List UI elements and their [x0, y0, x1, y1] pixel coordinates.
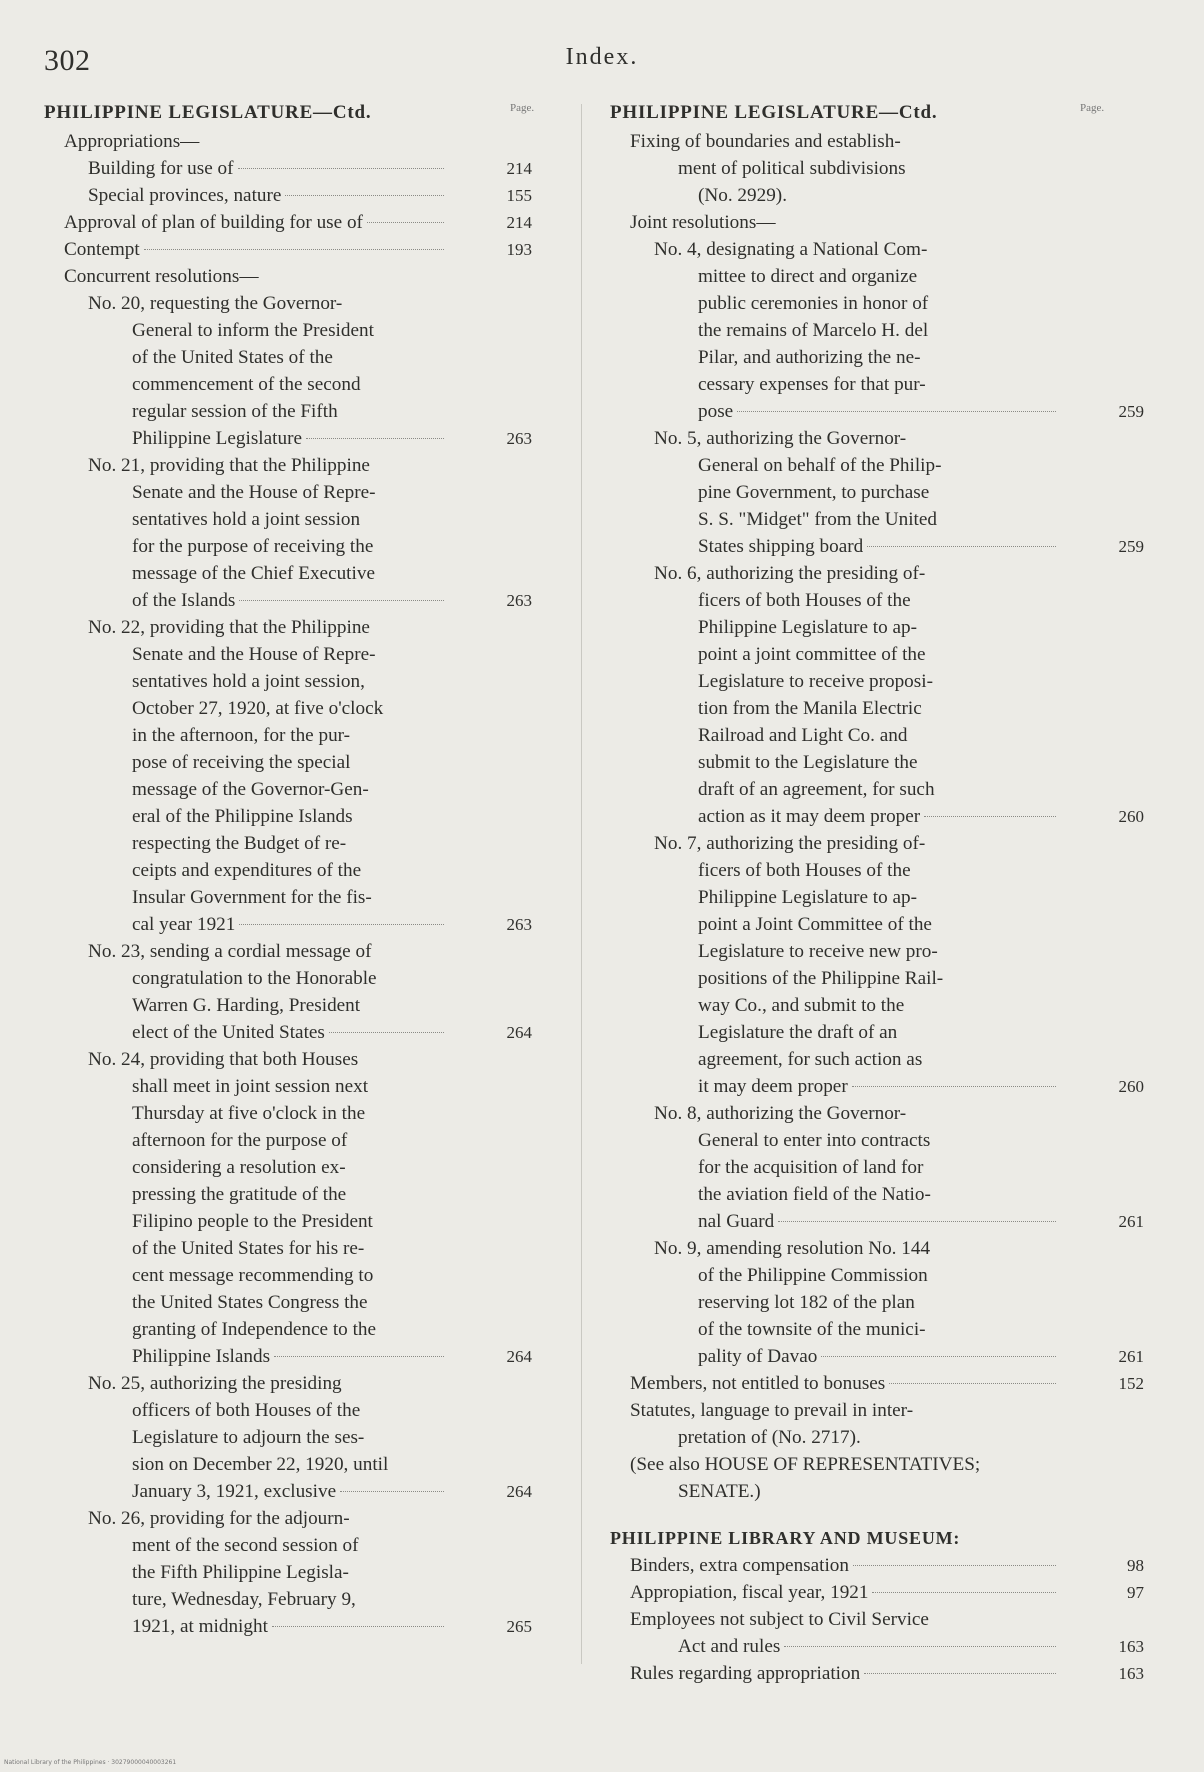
entry-text: considering a resolution ex-	[132, 1157, 346, 1178]
entry-text: in the afternoon, for the pur-	[132, 725, 351, 746]
index-entry-line	[610, 344, 1130, 371]
left-heading-row	[44, 102, 572, 128]
index-entry-line	[44, 1424, 572, 1451]
index-entry-line	[610, 695, 1130, 722]
entry-text: Pilar, and authorizing the ne-	[698, 347, 921, 368]
page-reference: 260	[1118, 1077, 1144, 1096]
index-entry-line	[610, 614, 1130, 641]
dot-leader	[821, 1356, 1056, 1357]
right-heading-row	[610, 102, 1130, 128]
index-entry-line	[610, 938, 1130, 965]
entry-text: of the Philippine Commission	[698, 1265, 928, 1286]
page-reference: 214	[506, 213, 532, 232]
entry-text: agreement, for such action as	[698, 1049, 923, 1070]
index-entry-line	[610, 1606, 1130, 1633]
entry-text: reserving lot 182 of the plan	[698, 1292, 915, 1313]
page-reference: 264	[506, 1482, 532, 1501]
entry-text: No. 24, providing that both Houses	[88, 1049, 359, 1070]
entry-text: Approval of plan of building for use of	[64, 212, 363, 233]
index-entry-line	[610, 587, 1130, 614]
entry-text: Legislature the draft of an	[698, 1022, 898, 1043]
index-entry-line	[610, 1181, 1130, 1208]
page-reference: 261	[1118, 1212, 1144, 1231]
page-reference: 260	[1118, 807, 1144, 826]
index-entry-line	[610, 1316, 1130, 1343]
index-entry-line	[610, 506, 1130, 533]
entry-text: No. 4, designating a National Com-	[654, 239, 928, 260]
entry-text: positions of the Philippine Rail-	[698, 968, 944, 989]
index-entry-line	[610, 1552, 1144, 1579]
entry-text: of the United States for his re-	[132, 1238, 365, 1259]
page-reference: 261	[1118, 1347, 1144, 1366]
index-entry-line	[44, 668, 572, 695]
index-entry-line	[44, 1100, 572, 1127]
entry-text: cal year 1921	[132, 914, 236, 935]
entry-text: sion on December 22, 1920, until	[132, 1454, 389, 1475]
dot-leader	[867, 546, 1056, 547]
index-entry-line	[44, 776, 572, 803]
index-entry-line	[610, 452, 1130, 479]
page-reference: 263	[506, 591, 532, 610]
entry-text: ment of the second session of	[132, 1535, 359, 1556]
entry-text: of the townsite of the munici-	[698, 1319, 926, 1340]
entry-text: ture, Wednesday, February 9,	[132, 1589, 356, 1610]
entry-text: States shipping board	[698, 536, 864, 557]
entry-text: Contempt	[64, 239, 140, 260]
entry-text: ficers of both Houses of the	[698, 590, 911, 611]
entry-text: Philippine Islands	[132, 1346, 271, 1367]
entry-text: pressing the gratitude of the	[132, 1184, 347, 1205]
index-entry-line	[610, 425, 1130, 452]
index-entry-line	[610, 1019, 1130, 1046]
index-entry-line	[44, 938, 572, 965]
left-heading: PHILIPPINE LEGISLATURE—Ctd.	[44, 102, 372, 123]
entry-text: Rules regarding appropriation	[630, 1663, 861, 1684]
right-column	[610, 102, 1144, 1687]
index-entry-line	[610, 1424, 1130, 1451]
index-entry-line	[44, 1073, 572, 1100]
dot-leader	[853, 1565, 1056, 1566]
entry-text: the aviation field of the Natio-	[698, 1184, 931, 1205]
entry-text: Legislature to receive proposi-	[698, 671, 933, 692]
dot-leader	[889, 1383, 1056, 1384]
entry-text: No. 20, requesting the Governor-	[88, 293, 343, 314]
entry-text: pretation of (No. 2717).	[678, 1427, 861, 1448]
index-entry-line	[610, 884, 1130, 911]
index-entry-line	[610, 398, 1144, 425]
entry-text: Railroad and Light Co. and	[698, 725, 908, 746]
index-entry-line	[44, 1046, 572, 1073]
index-entry-line	[610, 1343, 1144, 1370]
index-entry-line	[44, 317, 572, 344]
index-entry-line	[44, 1343, 572, 1370]
index-entry-line	[44, 1235, 572, 1262]
index-entry-line	[610, 1660, 1144, 1687]
index-entry-line	[610, 560, 1130, 587]
index-entry-line	[44, 992, 572, 1019]
entry-text: Warren G. Harding, President	[132, 995, 361, 1016]
page-reference: 152	[1118, 1374, 1144, 1393]
entry-text: Special provinces, nature	[88, 185, 282, 206]
index-entry-line	[44, 1262, 572, 1289]
page-reference: 259	[1118, 402, 1144, 421]
entry-text: draft of an agreement, for such	[698, 779, 935, 800]
entry-text: SENATE.)	[678, 1481, 761, 1502]
entry-text: 1921, at midnight	[132, 1616, 268, 1637]
index-entry-line	[44, 857, 572, 884]
dot-leader	[737, 411, 1056, 412]
dot-leader	[784, 1646, 1056, 1647]
index-entry-line	[610, 668, 1130, 695]
entry-text: cessary expenses for that pur-	[698, 374, 926, 395]
page-reference: 259	[1118, 537, 1144, 556]
entry-text: cent message recommending to	[132, 1265, 374, 1286]
entry-text: eral of the Philippine Islands	[132, 806, 353, 827]
dot-leader	[239, 924, 444, 925]
entry-text: Filipino people to the President	[132, 1211, 373, 1232]
index-entry-line	[44, 749, 572, 776]
entry-text: tion from the Manila Electric	[698, 698, 922, 719]
index-entry-line	[610, 1208, 1144, 1235]
index-entry-line	[610, 1397, 1130, 1424]
index-entry-line	[610, 1235, 1130, 1262]
entry-text: No. 5, authorizing the Governor-	[654, 428, 907, 449]
dot-leader	[238, 168, 445, 169]
entry-text: respecting the Budget of re-	[132, 833, 347, 854]
index-entry-line	[44, 1451, 572, 1478]
page-reference: 163	[1118, 1637, 1144, 1656]
entry-text: point a joint committee of the	[698, 644, 926, 665]
entry-text: for the purpose of receiving the	[132, 536, 374, 557]
right-page-label: Page.	[1080, 102, 1105, 114]
index-entry-line	[610, 641, 1130, 668]
entry-text: nal Guard	[698, 1211, 775, 1232]
entry-text: officers of both Houses of the	[132, 1400, 361, 1421]
index-entry-line	[44, 1208, 572, 1235]
index-entry-line	[610, 857, 1130, 884]
entry-text: Appropriations—	[64, 131, 200, 152]
entry-text: mittee to direct and organize	[698, 266, 918, 287]
index-entry-line	[44, 1289, 572, 1316]
entry-text: the Fifth Philippine Legisla-	[132, 1562, 349, 1583]
index-entry-line	[44, 1586, 572, 1613]
entry-text: (No. 2929).	[698, 185, 787, 206]
index-entry-line	[44, 1532, 572, 1559]
column-divider	[581, 104, 582, 1664]
page-number: 302	[44, 44, 91, 77]
dot-leader	[852, 1086, 1056, 1087]
page-reference: 163	[1118, 1664, 1144, 1683]
section-gap	[610, 1505, 1130, 1525]
entry-text: for the acquisition of land for	[698, 1157, 924, 1178]
index-entry-line	[44, 614, 572, 641]
index-entry-line	[44, 1316, 572, 1343]
entry-text: public ceremonies in honor of	[698, 293, 929, 314]
dot-leader	[864, 1673, 1056, 1674]
index-entry-line	[610, 911, 1130, 938]
entry-text: Thursday at five o'clock in the	[132, 1103, 366, 1124]
index-entry-line	[610, 182, 1130, 209]
index-entry-line	[44, 965, 572, 992]
index-entry-line	[610, 1154, 1130, 1181]
entry-text: way Co., and submit to the	[698, 995, 905, 1016]
entry-text: January 3, 1921, exclusive	[132, 1481, 337, 1502]
page-reference: 193	[506, 240, 532, 259]
entry-text: pose of receiving the special	[132, 752, 351, 773]
dot-leader	[367, 222, 444, 223]
index-entry-line	[610, 1451, 1130, 1478]
left-entries	[44, 128, 572, 1640]
index-entry-line	[610, 533, 1144, 560]
index-entry-line	[610, 722, 1130, 749]
page-reference: 97	[1127, 1583, 1144, 1602]
entry-text: Building for use of	[88, 158, 234, 179]
entry-text: Legislature to receive new pro-	[698, 941, 938, 962]
entry-text: pine Government, to purchase	[698, 482, 930, 503]
entry-text: the United States Congress the	[132, 1292, 368, 1313]
entry-text: No. 23, sending a cordial message of	[88, 941, 372, 962]
index-entry-line	[44, 263, 572, 290]
section-heading	[610, 1525, 1130, 1552]
entry-text: pose	[698, 401, 734, 422]
entry-text: sentatives hold a joint session	[132, 509, 361, 530]
entry-text: Concurrent resolutions—	[64, 266, 259, 287]
entry-text: No. 8, authorizing the Governor-	[654, 1103, 907, 1124]
dot-leader	[924, 816, 1056, 817]
dot-leader	[329, 1032, 444, 1033]
index-entry-line	[610, 965, 1130, 992]
index-entry-line	[44, 1478, 572, 1505]
index-entry-line	[44, 533, 572, 560]
entry-text: regular session of the Fifth	[132, 401, 338, 422]
entry-text: General to enter into contracts	[698, 1130, 931, 1151]
entry-text: Appropiation, fiscal year, 1921	[630, 1582, 869, 1603]
dot-leader	[872, 1592, 1056, 1593]
dot-leader	[239, 600, 444, 601]
entry-text: No. 7, authorizing the presiding of-	[654, 833, 926, 854]
index-entry-line	[610, 1262, 1130, 1289]
entry-text: action as it may deem proper	[698, 806, 921, 827]
dot-leader	[274, 1356, 444, 1357]
index-entry-line	[44, 1397, 572, 1424]
entry-text: Binders, extra compensation	[630, 1555, 849, 1576]
index-entry-line	[44, 695, 572, 722]
running-head: Index.	[565, 44, 639, 70]
index-entry-line	[610, 1127, 1130, 1154]
index-entry-line	[44, 209, 572, 236]
page-reference: 265	[506, 1617, 532, 1636]
entry-text: No. 6, authorizing the presiding of-	[654, 563, 926, 584]
entry-text: message of the Governor-Gen-	[132, 779, 369, 800]
page-reference: 155	[506, 186, 532, 205]
entry-text: (See also HOUSE OF REPRESENTATIVES;	[630, 1454, 981, 1475]
index-entry-line	[44, 722, 572, 749]
index-entry-line	[44, 884, 572, 911]
index-entry-line	[44, 560, 572, 587]
right-heading: PHILIPPINE LEGISLATURE—Ctd.	[610, 102, 938, 123]
index-entry-line	[44, 182, 572, 209]
entry-text: commencement of the second	[132, 374, 361, 395]
index-entry-line	[610, 1370, 1144, 1397]
index-entry-line	[44, 641, 572, 668]
index-entry-line	[610, 830, 1130, 857]
dot-leader	[144, 249, 444, 250]
index-entry-line	[610, 803, 1144, 830]
entry-text: Senate and the House of Repre-	[132, 644, 376, 665]
index-entry-line	[610, 1579, 1144, 1606]
index-entry-line	[44, 1181, 572, 1208]
dot-leader	[272, 1626, 444, 1627]
index-entry-line	[610, 1100, 1130, 1127]
entry-text: No. 21, providing that the Philippine	[88, 455, 370, 476]
index-entry-line	[44, 236, 572, 263]
entry-text: Philippine Legislature to ap-	[698, 887, 918, 908]
entry-text: Members, not entitled to bonuses	[630, 1373, 886, 1394]
entry-text: October 27, 1920, at five o'clock	[132, 698, 384, 719]
entry-text: Philippine Legislature	[132, 428, 302, 449]
page-reference: 263	[506, 915, 532, 934]
source-footnote: National Library of the Philippines · 30279000040003261	[4, 1759, 177, 1766]
entry-text: Act and rules	[678, 1636, 781, 1657]
entry-text: congratulation to the Honorable	[132, 968, 377, 989]
entry-text: pality of Davao	[698, 1346, 818, 1367]
index-entry-line	[610, 371, 1130, 398]
index-entry-line	[610, 290, 1130, 317]
index-entry-line	[610, 1478, 1130, 1505]
entry-text: elect of the United States	[132, 1022, 325, 1043]
index-entry-line	[610, 479, 1130, 506]
dot-leader	[340, 1491, 444, 1492]
entry-text: Senate and the House of Repre-	[132, 482, 376, 503]
entry-text: the remains of Marcelo H. del	[698, 320, 929, 341]
entry-text: ficers of both Houses of the	[698, 860, 911, 881]
entry-text: ceipts and expenditures of the	[132, 860, 362, 881]
entry-text: General to inform the President	[132, 320, 374, 341]
entry-text: it may deem proper	[698, 1076, 848, 1097]
index-entry-line	[610, 155, 1130, 182]
index-entry-line	[44, 155, 572, 182]
entry-text: message of the Chief Executive	[132, 563, 375, 584]
index-entry-line	[610, 209, 1130, 236]
entry-text: of the Islands	[132, 590, 236, 611]
entry-text: No. 9, amending resolution No. 144	[654, 1238, 931, 1259]
entry-text: of the United States of the	[132, 347, 333, 368]
index-entry-line	[44, 1559, 572, 1586]
dot-leader	[778, 1221, 1056, 1222]
entry-text: No. 22, providing that the Philippine	[88, 617, 370, 638]
index-entry-line	[44, 803, 572, 830]
entry-text: S. S. "Midget" from the United	[698, 509, 937, 530]
page-reference: 263	[506, 429, 532, 448]
entry-text: PHILIPPINE LIBRARY AND MUSEUM:	[610, 1528, 961, 1548]
entry-text: Statutes, language to prevail in inter-	[630, 1400, 914, 1421]
index-entry-line	[610, 776, 1130, 803]
page-reference: 264	[506, 1347, 532, 1366]
entry-text: shall meet in joint session next	[132, 1076, 369, 1097]
left-column	[44, 102, 572, 1640]
entry-text: General on behalf of the Philip-	[698, 455, 942, 476]
index-entry-line	[610, 1289, 1130, 1316]
index-entry-line	[610, 1073, 1144, 1100]
index-entry-line	[44, 1154, 572, 1181]
index-entry-line	[44, 830, 572, 857]
left-page-label: Page.	[510, 102, 535, 114]
index-entry-line	[610, 236, 1130, 263]
index-entry-line	[610, 992, 1130, 1019]
entry-text: sentatives hold a joint session,	[132, 671, 365, 692]
index-entry-line	[610, 1046, 1130, 1073]
entry-text: Joint resolutions—	[630, 212, 776, 233]
index-entry-line	[610, 749, 1130, 776]
entry-text: No. 26, providing for the adjourn-	[88, 1508, 350, 1529]
index-entry-line	[44, 1019, 572, 1046]
entry-text: point a Joint Committee of the	[698, 914, 932, 935]
entry-text: granting of Independence to the	[132, 1319, 377, 1340]
index-entry-line	[44, 506, 572, 533]
page-reference: 98	[1127, 1556, 1144, 1575]
index-entry-line	[44, 452, 572, 479]
dot-leader	[306, 438, 444, 439]
right-entries	[610, 128, 1144, 1687]
index-entry-line	[44, 344, 572, 371]
index-entry-line	[44, 371, 572, 398]
entry-text: Insular Government for the fis-	[132, 887, 372, 908]
entry-text: submit to the Legislature the	[698, 752, 918, 773]
dot-leader	[285, 195, 444, 196]
index-entry-line	[610, 1633, 1144, 1660]
page-reference: 214	[506, 159, 532, 178]
index-entry-line	[44, 425, 572, 452]
index-entry-line	[44, 290, 572, 317]
entry-text: Fixing of boundaries and establish-	[630, 131, 901, 152]
index-entry-line	[44, 479, 572, 506]
index-entry-line	[44, 911, 572, 938]
index-entry-line	[610, 317, 1130, 344]
index-entry-line	[44, 1370, 572, 1397]
index-entry-line	[44, 1613, 572, 1640]
entry-text: Philippine Legislature to ap-	[698, 617, 918, 638]
entry-text: afternoon for the purpose of	[132, 1130, 348, 1151]
index-entry-line	[610, 128, 1130, 155]
index-entry-line	[44, 398, 572, 425]
index-entry-line	[44, 128, 572, 155]
index-entry-line	[44, 1505, 572, 1532]
entry-text: ment of political subdivisions	[678, 158, 906, 179]
page-reference: 264	[506, 1023, 532, 1042]
entry-text: Employees not subject to Civil Service	[630, 1609, 929, 1630]
index-entry-line	[44, 587, 572, 614]
entry-text: No. 25, authorizing the presiding	[88, 1373, 342, 1394]
index-entry-line	[610, 263, 1130, 290]
entry-text: Legislature to adjourn the ses-	[132, 1427, 365, 1448]
index-entry-line	[44, 1127, 572, 1154]
